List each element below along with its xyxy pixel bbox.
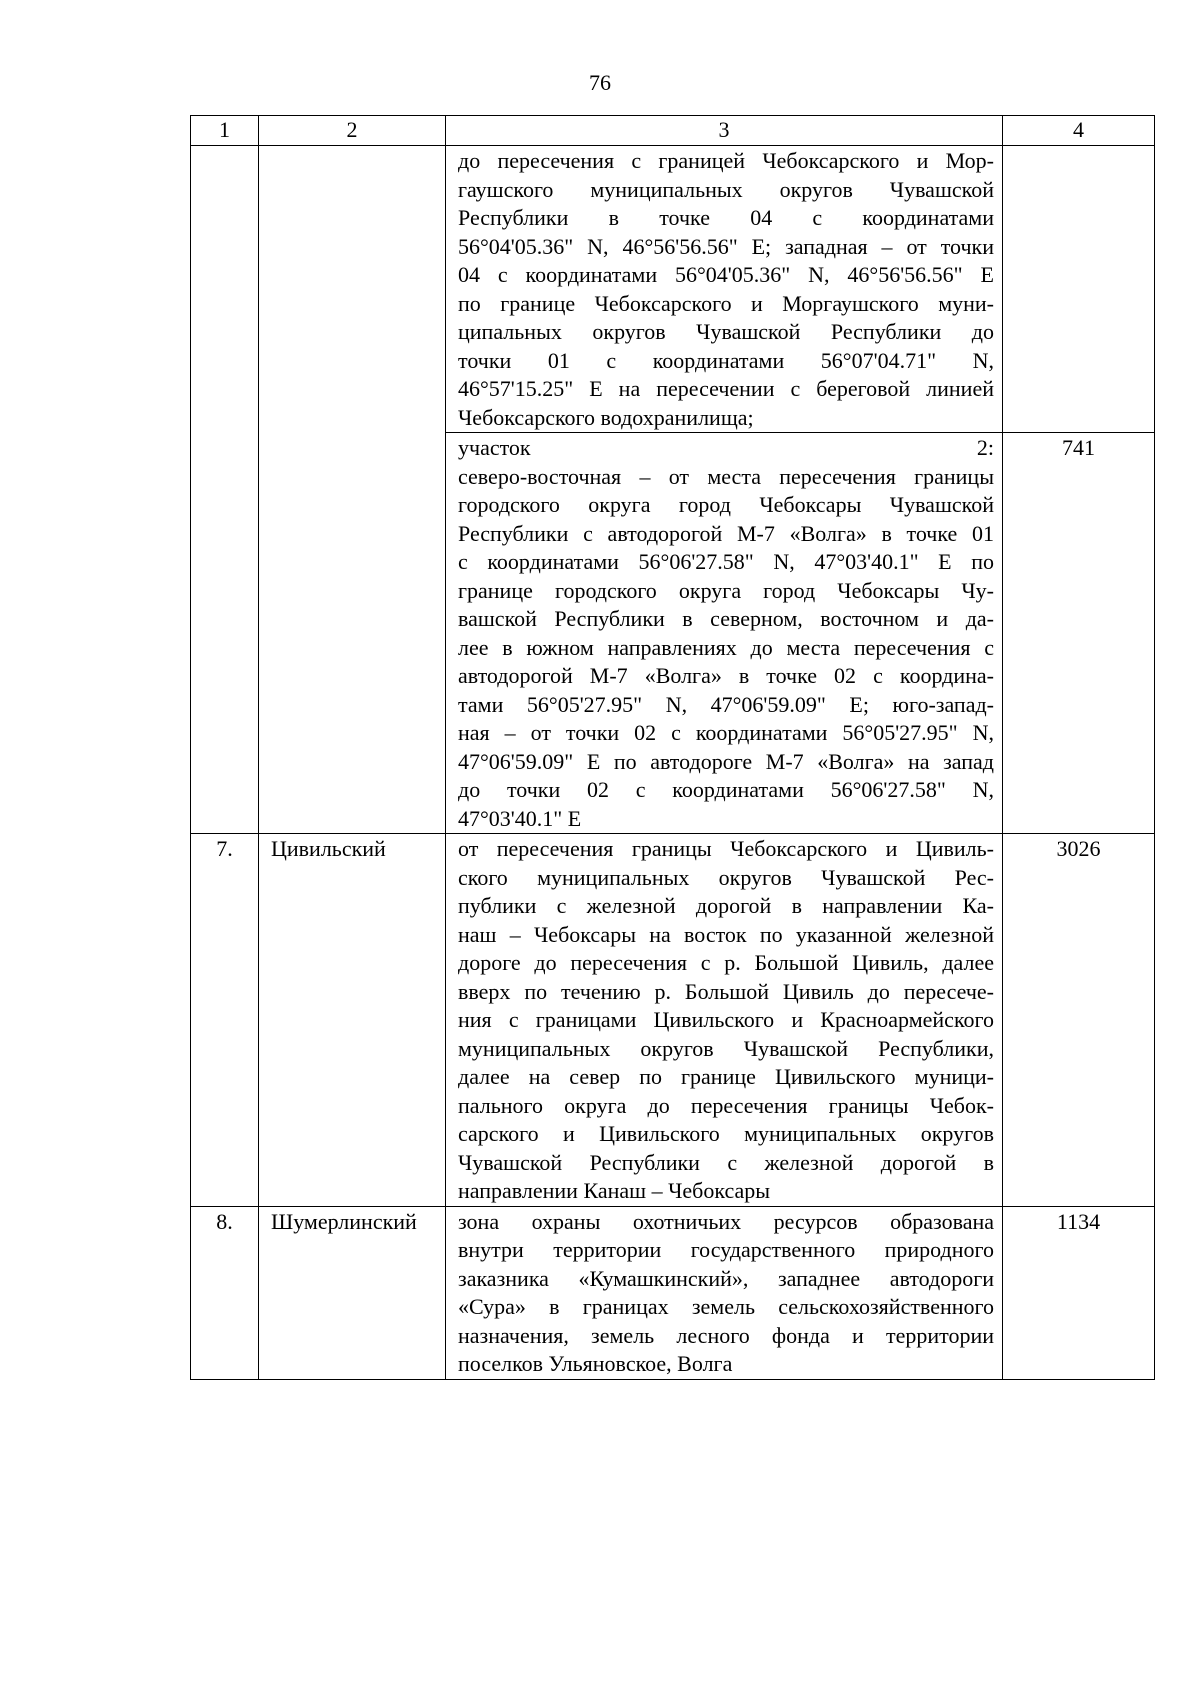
description-line: сарского и Цивильского муниципальных округов [458, 1121, 994, 1146]
row-number-cell: 7. [191, 834, 259, 1207]
area-cell: 741 [1003, 433, 1155, 834]
boundary-description-cell [446, 834, 1003, 1207]
description-line: ского муниципальных округов Чувашской Рес- [458, 864, 994, 890]
district-name-cell [259, 146, 446, 433]
area-cell: 3026 [1003, 834, 1155, 1207]
description-line: Чувашской Республики с железной дорогой в [458, 1149, 994, 1175]
description-line: дороге до пересечения с р. Большой Цивиль, далее [458, 950, 994, 975]
description-line: Республики в точке 04 с координатами [458, 205, 994, 230]
district-name-cell [259, 433, 446, 834]
description-line: ная – от точки 02 с координатами 56°05'27.95" N, [458, 720, 994, 745]
description-line: ципальных округов Чувашской Республики до [458, 319, 994, 344]
description-line: 56°04'05.36" N, 46°56'56.56" E; западная – от точки [458, 233, 994, 259]
description-line: от пересечения границы Чебоксарского и Цивиль- [458, 836, 994, 861]
description-line: ния с границами Цивильского и Красноармейского [458, 1007, 994, 1032]
table-row [191, 834, 1155, 1207]
description-line: направлении Канаш – Чебоксары [458, 1178, 771, 1203]
description-line: поселков Ульяновское, Волга [458, 1351, 733, 1376]
description-line: заказника «Кумашкинский», западнее автодороги [458, 1265, 994, 1291]
description-line: муниципальных округов Чувашской Республики, [458, 1035, 994, 1061]
description-line: северо-восточная – от места пересечения границы [458, 463, 994, 489]
description-line: Чебоксарского водохранилища; [458, 404, 754, 430]
description-line: зона охраны охотничьих ресурсов образована [458, 1208, 994, 1234]
page-number: 76 [589, 70, 611, 95]
header-col-3: 3 [446, 116, 1003, 146]
description-line: Республики с автодорогой М-7 «Волга» в точке 01 [458, 520, 994, 546]
table-row [191, 1206, 1155, 1379]
description-line: с координатами 56°06'27.58" N, 47°03'40.1" E по [458, 549, 994, 574]
area-cell: 1134 [1003, 1206, 1155, 1379]
description-line: публики с железной дорогой в направлении Ка- [458, 893, 994, 918]
header-col-4: 4 [1003, 116, 1155, 146]
area-cell [1003, 146, 1155, 433]
row-number-cell: 8. [191, 1206, 259, 1379]
table-row [191, 146, 1155, 433]
description-line: тами 56°05'27.95" N, 47°06'59.09" E; юго-запад- [458, 691, 994, 717]
description-line: точки 01 с координатами 56°07'04.71" N, [458, 347, 994, 373]
description-line: «Сура» в границах земель сельскохозяйственного [458, 1294, 994, 1319]
boundary-description-cell [446, 1206, 1003, 1379]
district-name-cell: Шумерлинский [259, 1206, 446, 1379]
description-line: участок 2: [458, 435, 994, 460]
description-line: по границе Чебоксарского и Моргаушского муни- [458, 290, 994, 316]
boundaries-table [190, 115, 1155, 1380]
table-row [191, 433, 1155, 834]
description-line: городского округа город Чебоксары Чувашской [458, 492, 994, 517]
table-header-row [191, 116, 1155, 146]
description-line: внутри территории государственного природного [458, 1237, 994, 1262]
description-line: границе городского округа город Чебоксары Чу- [458, 577, 994, 603]
description-line: 47°03'40.1" E [458, 805, 582, 831]
row-number-cell [191, 146, 259, 433]
description-line: далее на север по границе Цивильского муници- [458, 1064, 994, 1089]
description-line: гаушского муниципальных округов Чувашской [458, 176, 994, 202]
description-line: 47°06'59.09" E по автодороге М-7 «Волга» на запад [458, 748, 994, 774]
row-number-cell [191, 433, 259, 834]
boundary-description-cell [446, 433, 1003, 834]
description-line: лее в южном направлениях до места пересечения с [458, 634, 994, 660]
description-line: до точки 02 с координатами 56°06'27.58" N, [458, 777, 994, 802]
description-line: автодорогой М-7 «Волга» в точке 02 с координа- [458, 663, 994, 688]
description-line: наш – Чебоксары на восток по указанной железной [458, 921, 994, 947]
header-col-1: 1 [191, 116, 259, 146]
description-line: вверх по течению р. Большой Цивиль до пересече- [458, 978, 994, 1004]
description-line: вашской Республики в северном, восточном и да- [458, 606, 994, 631]
description-line: до пересечения с границей Чебоксарского и Мор- [458, 148, 994, 173]
description-line: пального округа до пересечения границы Чебок- [458, 1092, 994, 1118]
header-col-2: 2 [259, 116, 446, 146]
description-line: 46°57'15.25" E на пересечении с береговой линией [458, 376, 994, 401]
description-line: 04 с координатами 56°04'05.36" N, 46°56'56.56" E [458, 262, 994, 287]
boundary-description-cell [446, 146, 1003, 433]
district-name-cell: Цивильский [259, 834, 446, 1207]
description-line: назначения, земель лесного фонда и территории [458, 1322, 994, 1348]
